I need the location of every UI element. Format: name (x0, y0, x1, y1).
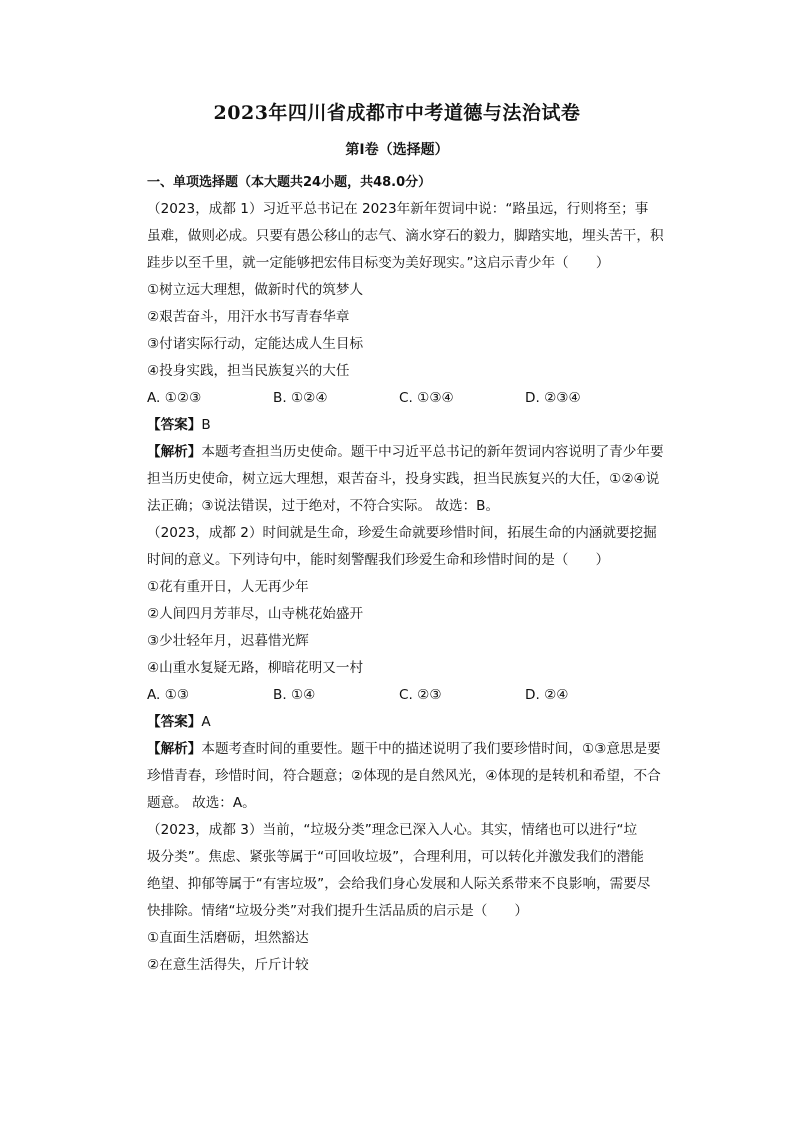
answer-choices (147, 682, 675, 709)
analysis-text: 本题考查时间的重要性。题干中的描述说明了我们要珍惜时间，①③意思是要 (201, 741, 661, 757)
section-heading: 一、单项选择题（本大题共24小题，共48.0分） (147, 175, 432, 190)
analysis-line: 珍惜青春，珍惜时间，符合题意；②体现的是自然风光，④体现的是转机和希望，不合 (147, 768, 661, 784)
question-stem-line: 快排除。情绪“垃圾分类”对我们提升生活品质的启示是（ ） (147, 903, 529, 919)
option-item: ③少壮轻年月，迟暮惜光辉 (147, 633, 309, 649)
option-item: ①直面生活磨砺，坦然豁达 (147, 930, 309, 946)
page-subtitle: 第Ⅰ卷（选择题） (345, 142, 449, 158)
question-stem-line: （2023，成都 2）时间就是生命，珍爱生命就要珍惜时间，拓展生命的内涵就要挖掘 (147, 525, 657, 541)
analysis-text: 本题考查担当历史使命。题干中习近平总书记的新年贺词内容说明了青少年要 (201, 444, 664, 460)
document-content (147, 196, 675, 979)
question-stem-line: 圾分类”。焦虑、紧张等属于“可回收垃圾”，合理利用，可以转化并激发我们的潜能 (147, 849, 644, 865)
question-stem-line: （2023，成都 3）当前，“垃圾分类”理念已深入人心。其实，情绪也可以进行“垃 (147, 822, 638, 838)
option-item: ④山重水复疑无路，柳暗花明又一村 (147, 660, 364, 676)
answer-value: B (201, 417, 211, 433)
choice-a: A. ①③ (147, 687, 190, 703)
question-stem-line: 绝望、抑郁等属于“有害垃圾”，会给我们身心发展和人际关系带来不良影响，需要尽 (147, 876, 651, 892)
answer-tag: 【答案】 (147, 714, 202, 730)
option-item: ①花有重开日，人无再少年 (147, 579, 309, 595)
analysis-line (147, 439, 675, 466)
question-stem-line: 跬步以至千里，就一定能够把宏伟目标变为美好现实。”这启示青少年（ ） (147, 255, 610, 271)
question-2 (147, 520, 675, 817)
answer-line (147, 412, 675, 439)
choice-b: B. ①④ (273, 687, 316, 703)
answer-line (147, 709, 675, 736)
analysis-line: 题意。 故选：A。 (147, 795, 256, 811)
option-item: ④投身实践，担当民族复兴的大任 (147, 363, 350, 379)
question-3 (147, 817, 675, 979)
analysis-line: 担当历史使命，树立远大理想，艰苦奋斗，投身实践，担当民族复兴的大任，①②④说 (147, 471, 660, 487)
answer-tag: 【答案】 (147, 417, 202, 433)
choice-d: D. ②④ (525, 687, 569, 703)
choice-c: C. ②③ (399, 687, 442, 703)
choice-c: C. ①③④ (399, 390, 454, 406)
analysis-line: 法正确；③说法错误，过于绝对，不符合实际。 故选：B。 (147, 498, 500, 514)
analysis-tag: 【解析】 (147, 741, 202, 757)
analysis-tag: 【解析】 (147, 444, 202, 460)
option-item: ①树立远大理想，做新时代的筑梦人 (147, 282, 364, 298)
question-1 (147, 196, 675, 520)
option-item: ②在意生活得失，斤斤计较 (147, 957, 309, 973)
answer-value: A (201, 714, 211, 730)
question-stem-line: 时间的意义。下列诗句中，能时刻警醒我们珍爱生命和珍惜时间的是（ ） (147, 552, 610, 568)
choice-a: A. ①②③ (147, 390, 202, 406)
answer-choices (147, 385, 675, 412)
option-item: ②人间四月芳菲尽，山寺桃花始盛开 (147, 606, 364, 622)
option-item: ③付诸实际行动，定能达成人生目标 (147, 336, 364, 352)
choice-d: D. ②③④ (525, 390, 581, 406)
question-stem-line: 虽难，做则必成。只要有愚公移山的志气、滴水穿石的毅力，脚踏实地，埋头苦干，积 (147, 228, 664, 244)
option-item: ②艰苦奋斗，用汗水书写青春华章 (147, 309, 350, 325)
question-stem-line: （2023，成都 1）习近平总书记在 2023年新年贺词中说：“路虽远，行则将至；事 (147, 201, 649, 217)
analysis-line (147, 736, 675, 763)
choice-b: B. ①②④ (273, 390, 328, 406)
page-title: 2023年四川省成都市中考道德与法治试卷 (213, 102, 581, 124)
